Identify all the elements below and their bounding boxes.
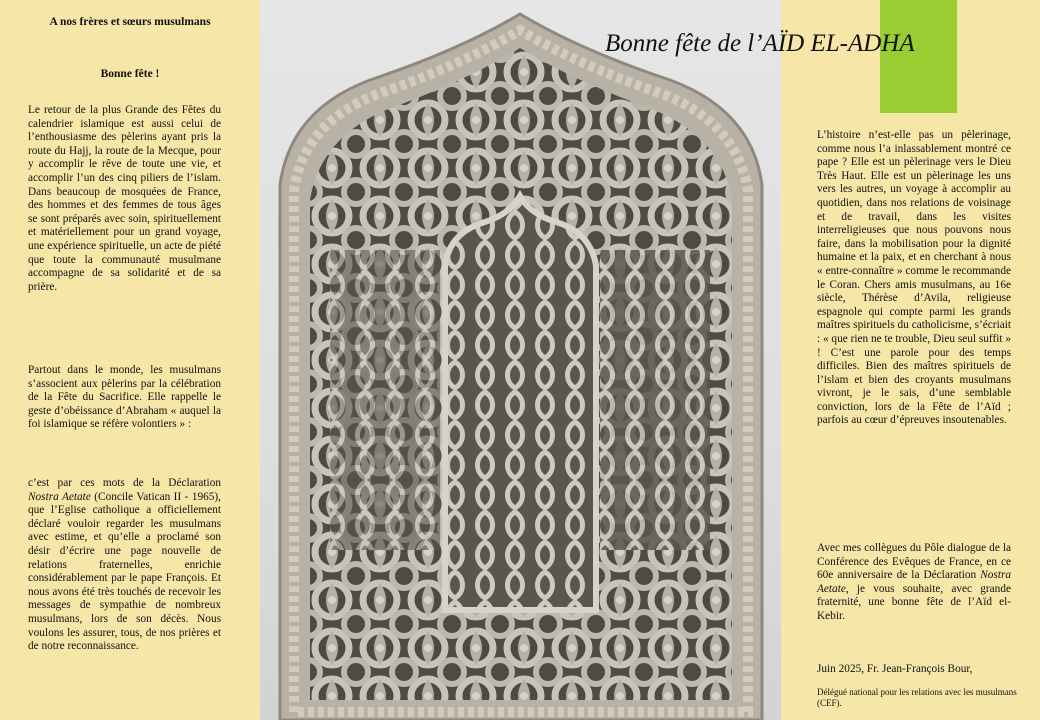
left-paragraph-3 (28, 477, 221, 654)
right-paragraph-2-end: , je vous souhaite, avec grande fraternité, une bonne fête de l’Aïd el-Kebir. (817, 582, 1011, 622)
nostra-aetate-title: Nostra Aetate (28, 490, 91, 503)
signature: Juin 2025, Fr. Jean-François Bour, (817, 663, 973, 675)
signature-role: Délégué national pour les relations avec les musulmans (CEF). (817, 687, 1017, 708)
left-paragraph-3-end: (Concile Vatican II - 1965), que l’Eglise catholique a officiellement déclaré vouloir regarder les musulmans avec estime, et qu’elle a proclamé son désir d’écrire une page nouvelle de relations fraternelles, enrichie considérablement par le pape François. Et nous avons été très touchés de recevoir les messages de sympathie de nombreux musulmans, lors de son décès. Nous voulons les assurer, tous, de nos prières et de notre reconnaissance. (28, 490, 221, 653)
nostra-aetate-title-right: Nostra Aetate (817, 569, 1011, 595)
left-paragraph-1: Le retour de la plus Grande des Fêtes du calendrier islamique est aussi celui de l’enthousiasme des pèlerins ayant pris la route du Hajj, la route de la Mecque, pour y accomplir le rêve de toute une vie, et accomplir l’un des cinq piliers de l’islam. Dans beaucoup de mosquées de France, des hommes et des femmes de tous âges se sont préparés avec soin, spirituellement et matériellement pour un grand voyage, une expérience spirituelle, un acte de piété que toute la communauté musulmane accompagne de sa solidarité et de sa prière. (28, 104, 221, 293)
right-paragraph-2 (817, 542, 1011, 624)
left-paragraph-2: Partout dans le monde, les musulmans s’associent aux pèlerins par la célébration de la Fête du Sacrifice. Elle rappelle le geste d’obéissance d’Abraham « auquel la foi islamique se réfère volontiers » : (28, 364, 221, 431)
right-paragraph-1: L’histoire n’est-elle pas un pèlerinage, comme nous l’a inlassablement montré ce pape ? Elle est un pèlerinage vers le Dieu Très Haut. Elle est un pèlerinage les uns vers les autres, un voyage à accomplir au quotidien, dans nos relations de voisinage et de travail, dans les visites interreligieuses que nous pouvons nous faire, dans la mobilisation pour la dignité humaine et la paix, et en cherchant à nous « entre-connaître » comme le recommande le Coran. Chers amis musulmans, au 16e siècle, Thérèse d’Avila, religieuse espagnole qui compte parmi les grands maîtres spirituels du catholicisme, s’écriait : « que rien ne te trouble, Dieu seul suffit » ! C’est une parole pour des temps difficiles. Bien des maîtres spirituels de l’islam et bien des croyants musulmans vivront, je le sais, d’une semblable conviction, lors de la Fête de l’Aïd ; parfois au cœur d’épreuves insoutenables. (817, 129, 1011, 427)
bonne-fete-heading: Bonne fête ! (100, 68, 160, 80)
greeting-heading: A nos frères et sœurs musulmans (49, 16, 211, 28)
stone-arch-illustration (260, 0, 781, 720)
carved-stone-window-image (260, 0, 781, 720)
page-title: Bonne fête de l’AÏD EL-ADHA (605, 30, 915, 57)
right-paragraph-2-start: Avec mes collègues du Pôle dialogue de la Conférence des Evêques de France, en ce 60e anniversaire de la Déclaration (817, 542, 1011, 582)
left-paragraph-3-start: c’est par ces mots de la Déclaration (28, 477, 221, 489)
